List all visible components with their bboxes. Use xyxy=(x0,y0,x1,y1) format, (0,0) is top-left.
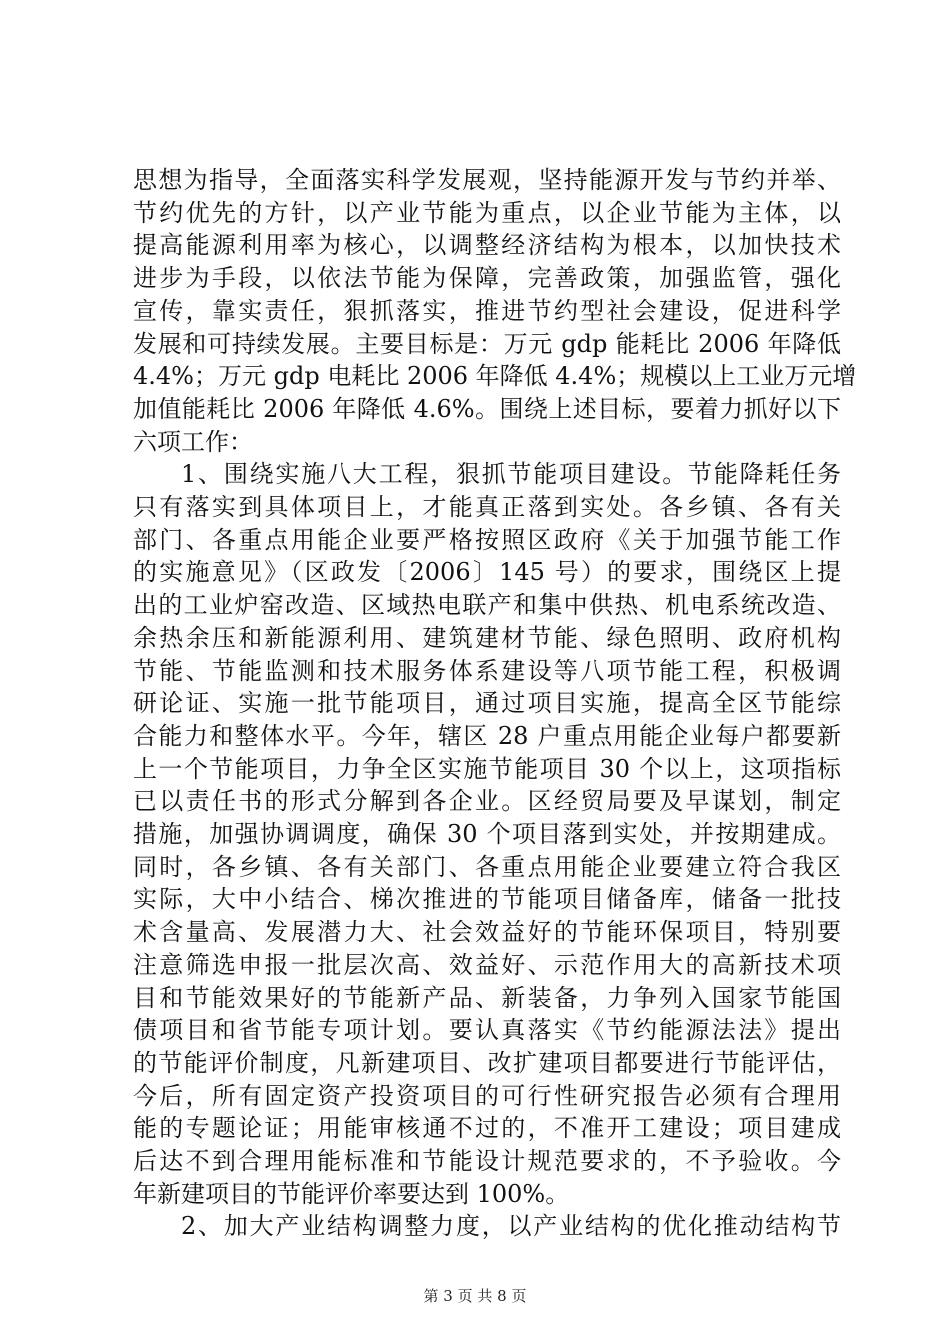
body-line: 思想为指导，全面落实科学发展观，坚持能源开发与节约并举、 xyxy=(133,166,841,194)
body-line: 部门、各重点用能企业要严格按照区政府《关于加强节能工作 xyxy=(133,525,841,554)
body-line: 实际，大中小结合、梯次推进的节能项目储备库，储备一批技 xyxy=(133,885,841,914)
body-line: 宣传，靠实责任，狠抓落实，推进节约型社会建设，促进科学 xyxy=(133,296,841,325)
body-line: 1、围绕实施八大工程，狠抓节能项目建设。节能降耗任务 xyxy=(181,460,841,489)
body-line: 债项目和省节能专项计划。要认真落实《节约能源法法》提出 xyxy=(133,1016,841,1045)
body-line: 后达不到合理用能标准和节能设计规范要求的，不予验收。今 xyxy=(133,1147,841,1175)
body-line: 节约优先的方针，以产业节能为重点，以企业节能为主体，以 xyxy=(133,198,841,227)
body-line: 发展和可持续发展。主要目标是：万元 gdp 能耗比 2006 年降低 xyxy=(133,329,841,358)
body-line: 的实施意见》（区政发〔2006〕145 号）的要求，围绕区上提 xyxy=(133,558,841,587)
body-line: 措施，加强协调调度，确保 30 个项目落到实处，并按期建成。 xyxy=(133,820,841,848)
body-line: 4.4%；万元 gdp 电耗比 2006 年降低 4.4%；规模以上工业万元增 xyxy=(133,362,857,391)
body-line: 2、加大产业结构调整力度，以产业结构的优化推动结构节 xyxy=(181,1212,841,1241)
body-line: 合能力和整体水平。今年，辖区 28 户重点用能企业每户都要新 xyxy=(133,721,841,750)
body-line: 上一个节能项目，力争全区实施节能项目 30 个以上，这项指标 xyxy=(133,754,841,783)
page-footer: 第 3 页 共 8 页 xyxy=(423,1287,527,1305)
body-line: 六项工作： xyxy=(133,427,253,456)
body-line: 已以责任书的形式分解到各企业。区经贸局要及早谋划，制定 xyxy=(133,787,841,816)
body-line: 注意筛选申报一批层次高、效益好、示范作用大的高新技术项 xyxy=(133,950,841,979)
body-line: 的节能评价制度，凡新建项目、改扩建项目都要进行节能评估， xyxy=(133,1048,841,1077)
body-line: 研论证、实施一批节能项目，通过项目实施，提高全区节能综 xyxy=(133,689,841,718)
body-line: 余热余压和新能源利用、建筑建材节能、绿色照明、政府机构 xyxy=(133,623,841,652)
body-line: 只有落实到具体项目上，才能真正落到实处。各乡镇、各有关 xyxy=(133,493,841,521)
body-line: 加值能耗比 2006 年降低 4.6%。围绕上述目标，要着力抓好以下 xyxy=(133,394,841,423)
body-line: 术含量高、发展潜力大、社会效益好的节能环保项目，特别要 xyxy=(133,918,841,947)
body-line: 同时，各乡镇、各有关部门、各重点用能企业要建立符合我区 xyxy=(133,852,841,881)
body-line: 今后，所有固定资产投资项目的可行性研究报告必须有合理用 xyxy=(133,1081,841,1110)
body-line: 节能、节能监测和技术服务体系建设等八项节能工程，积极调 xyxy=(133,656,841,685)
body-line: 目和节能效果好的节能新产品、新装备，力争列入国家节能国 xyxy=(133,983,841,1012)
body-line: 提高能源利用率为核心，以调整经济结构为根本，以加快技术 xyxy=(133,231,841,260)
body-line: 能的专题论证；用能审核通不过的，不准开工建设；项目建成 xyxy=(133,1114,841,1143)
body-line: 进步为手段，以依法节能为保障，完善政策，加强监管，强化 xyxy=(133,264,841,293)
body-line: 出的工业炉窑改造、区域热电联产和集中供热、机电系统改造、 xyxy=(133,591,841,620)
body-line: 年新建项目的节能评价率要达到 100%。 xyxy=(133,1179,570,1208)
